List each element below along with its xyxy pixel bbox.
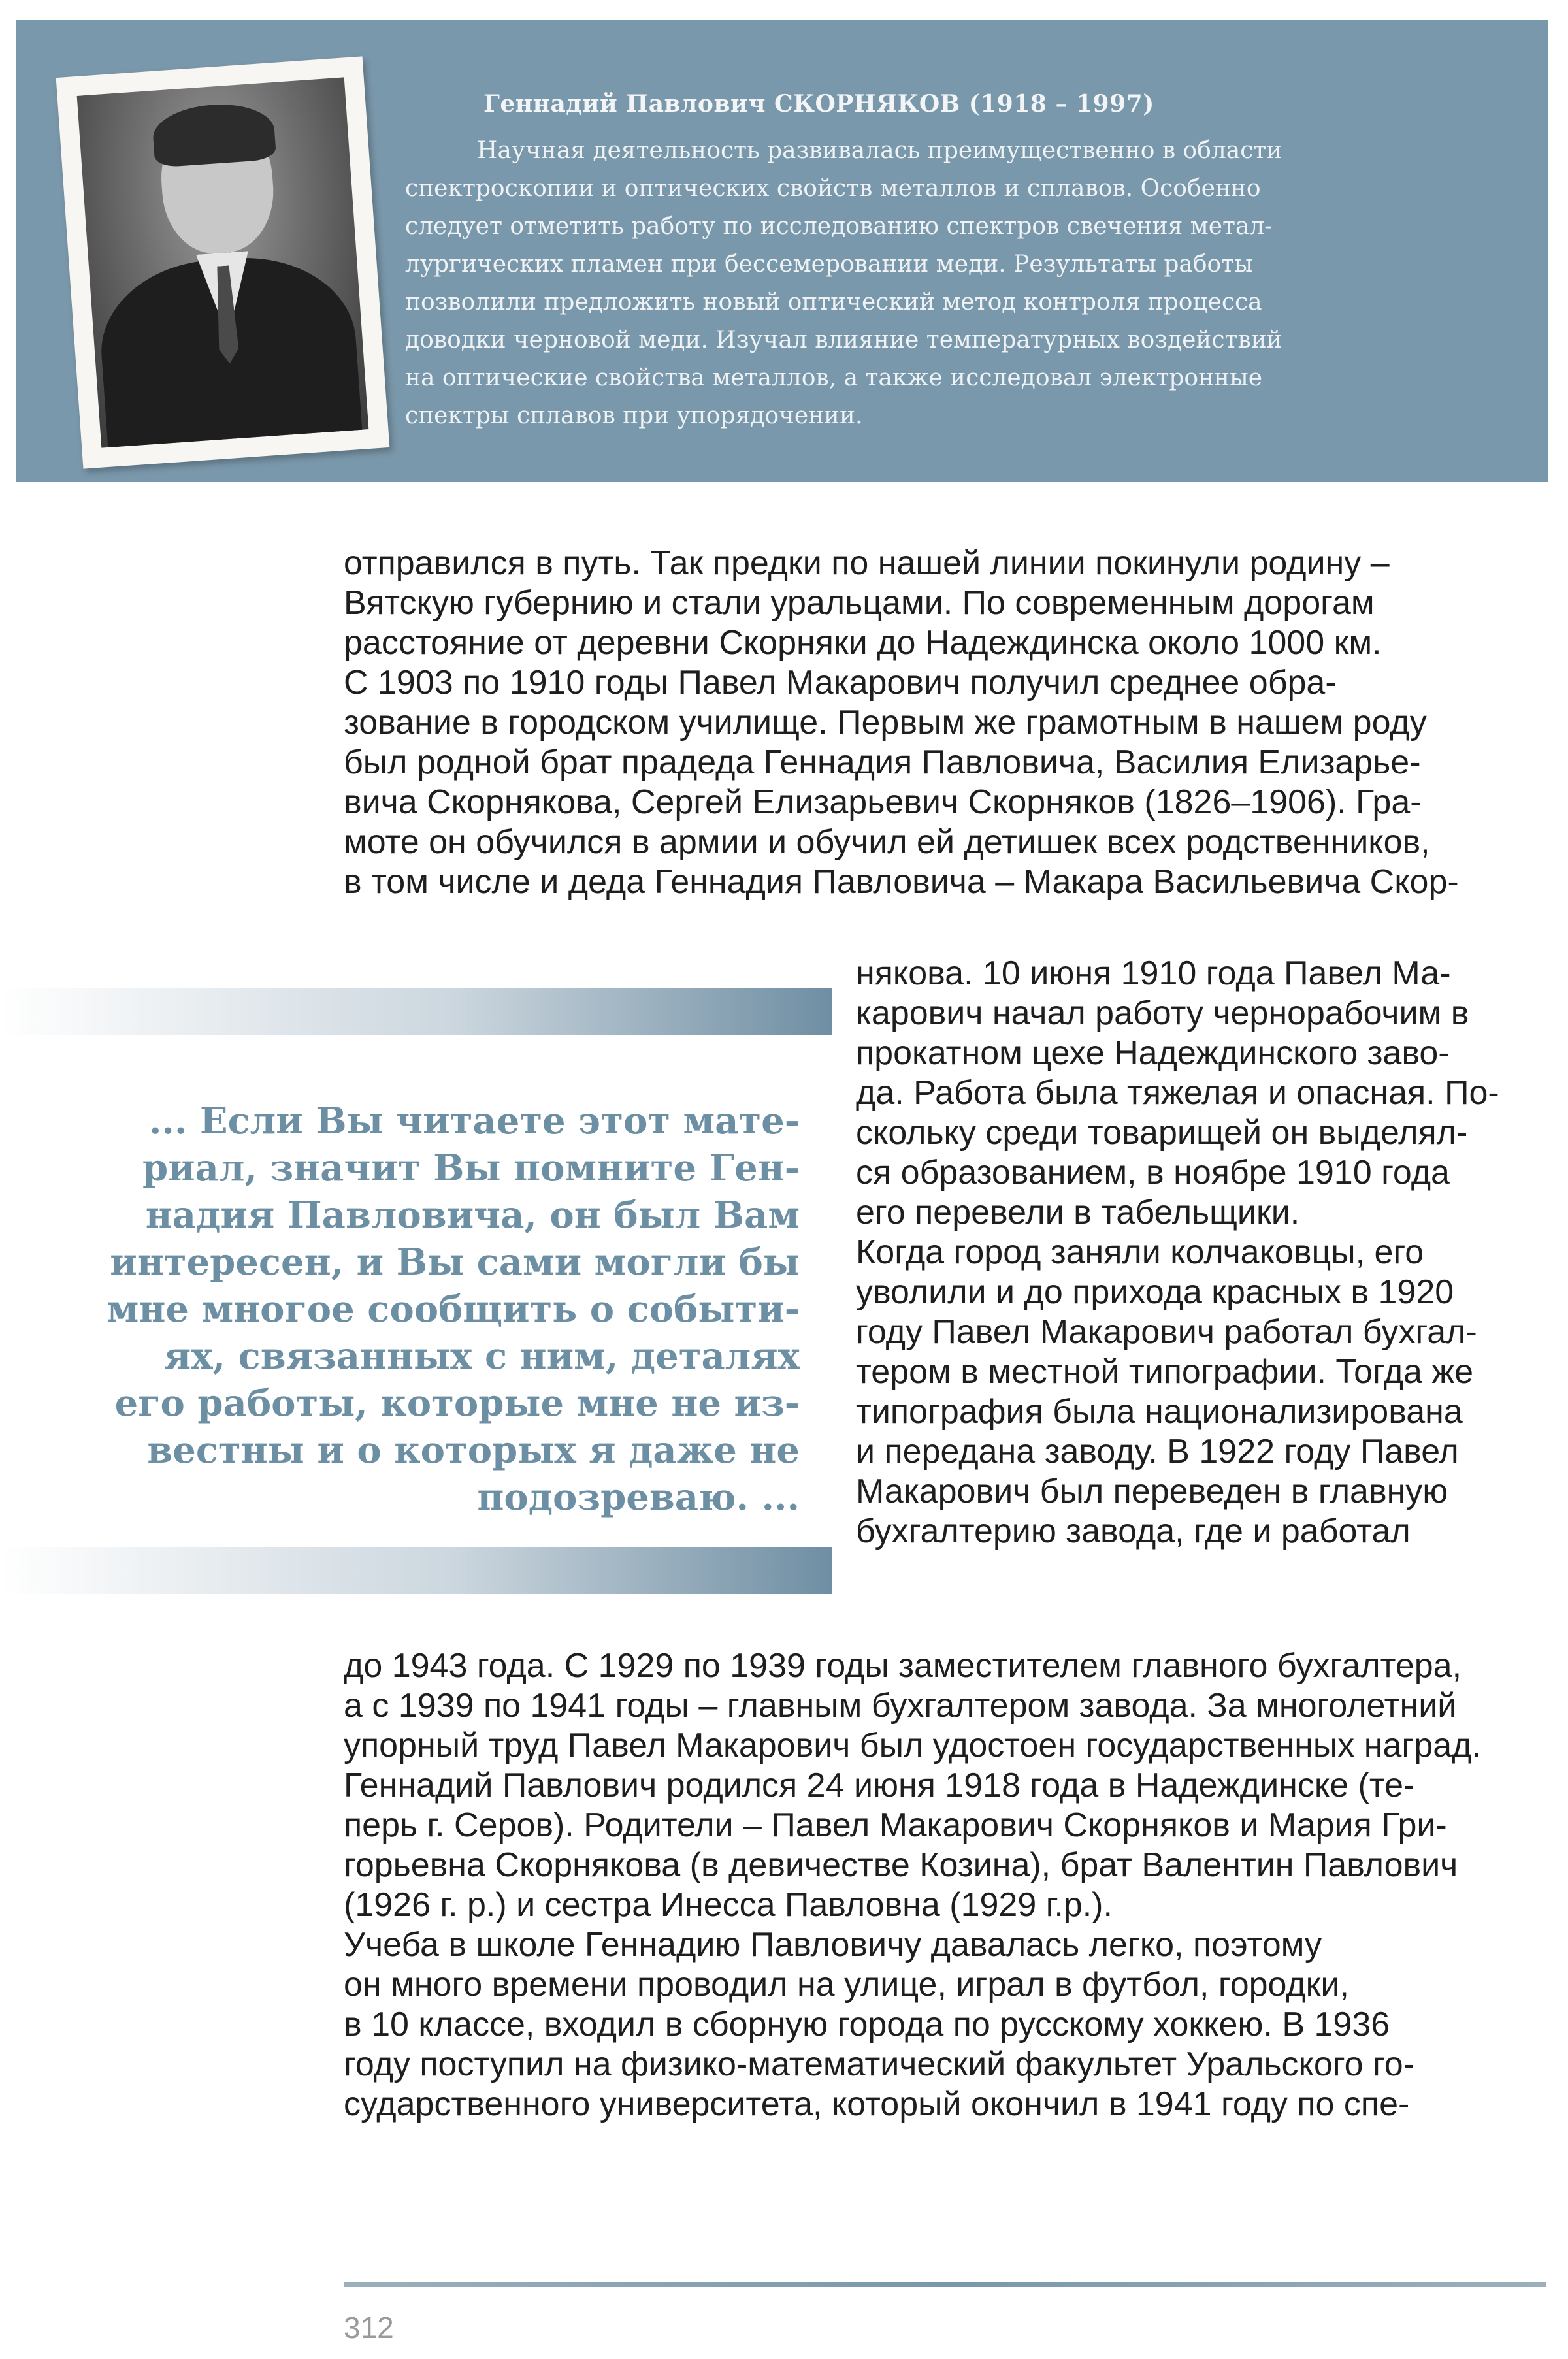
quote-line: надия Павловича, он был Вам xyxy=(145,1194,800,1237)
bio-title: Геннадий Павлович СКОРНЯКОВ (1918 – 1997) xyxy=(483,90,1154,118)
quote-line: ... Если Вы читаете этот мате- xyxy=(148,1099,800,1143)
body-line: уволили и до прихода красных в 1920 xyxy=(856,1273,1454,1311)
quote-bar-bottom xyxy=(0,1547,832,1594)
quote-line: интересен, и Вы сами могли бы xyxy=(110,1241,800,1284)
body-paragraph-top xyxy=(344,544,1459,902)
bio-line: спектры сплавов при упорядочении. xyxy=(405,402,863,429)
quote-line: мне многое сообщить о событи- xyxy=(106,1288,800,1331)
quote-bar-top xyxy=(0,988,832,1035)
body-line: упорный труд Павел Макарович был удостоен государственных наград. xyxy=(344,1727,1481,1765)
body-line: и передана заводу. В 1922 году Павел xyxy=(856,1433,1459,1471)
body-line: Макарович был переведен в главную xyxy=(856,1472,1448,1510)
body-line: горьевна Скорнякова (в девичестве Козина), брат Валентин Павлович xyxy=(344,1846,1458,1884)
quote-line: риал, значит Вы помните Ген- xyxy=(142,1147,800,1190)
bio-line: позволили предложить новый оптический метод контроля процесса xyxy=(405,289,1262,316)
body-line: зование в городском училище. Первым же грамотным в нашем роду xyxy=(344,704,1427,741)
bio-line: лургических пламен при бессемеровании меди. Результаты работы xyxy=(405,251,1253,278)
quote-line: ях, связанных с ним, деталях xyxy=(163,1335,800,1378)
body-paragraph-bottom xyxy=(344,1646,1481,2124)
body-line: С 1903 по 1910 годы Павел Макарович получил среднее обра- xyxy=(344,664,1337,702)
body-line: Учеба в школе Геннадию Павловичу давалась легко, поэтому xyxy=(344,1926,1322,1964)
body-line: перь г. Серов). Родители – Павел Макарович Скорняков и Мария Гри- xyxy=(344,1806,1447,1844)
body-line: году Павел Макарович работал бухгал- xyxy=(856,1313,1477,1351)
quote-line: подозреваю. ... xyxy=(477,1476,800,1519)
portrait-photo xyxy=(77,77,369,447)
quote-line: вестны и о которых я даже не xyxy=(147,1429,800,1472)
body-line: он много времени проводил на улице, играл в футбол, городки, xyxy=(344,1966,1349,2004)
body-line: някова. 10 июня 1910 года Павел Ма- xyxy=(856,954,1451,992)
body-line: до 1943 года. С 1929 по 1939 годы заместителем главного бухгалтера, xyxy=(344,1647,1462,1685)
bio-line: доводки черновой меди. Изучал влияние температурных воздействий xyxy=(405,327,1282,353)
body-line: карович начал работу чернорабочим в xyxy=(856,994,1469,1032)
bio-line: следует отметить работу по исследованию спектров свечения метал- xyxy=(405,213,1273,240)
body-line: году поступил на физико-математический факультет Уральского го- xyxy=(344,2045,1415,2083)
body-line: в 10 классе, входил в сборную города по русскому хоккею. В 1936 xyxy=(344,2006,1390,2043)
bio-line: спектроскопии и оптических свойств металлов и сплавов. Особенно xyxy=(405,175,1261,202)
body-line: тером в местной типографии. Тогда же xyxy=(856,1353,1474,1391)
body-line: отправился в путь. Так предки по нашей линии покинули родину – xyxy=(344,544,1390,582)
body-line: был родной брат прадеда Геннадия Павловича, Василия Елизарье- xyxy=(344,743,1421,781)
bio-banner xyxy=(16,20,1548,482)
body-line: моте он обучился в армии и обучил ей детишек всех родственников, xyxy=(344,823,1430,861)
body-line: расстояние от деревни Скорняки до Надеждинска около 1000 км. xyxy=(344,624,1382,662)
bio-line: Научная деятельность развивалась преимущественно в области xyxy=(477,137,1282,164)
quote-line: его работы, которые мне не из- xyxy=(114,1382,800,1425)
pull-quote xyxy=(59,1098,800,1521)
page-number: 312 xyxy=(344,2311,394,2345)
body-line: вича Скорнякова, Сергей Елизарьевич Скорняков (1826–1906). Гра- xyxy=(344,783,1422,821)
portrait-photo-frame xyxy=(56,56,390,468)
body-line: типография была национализирована xyxy=(856,1393,1463,1431)
body-line: сударственного университета, который окончил в 1941 году по спе- xyxy=(344,2085,1410,2123)
bio-line: на оптические свойства металлов, а также исследовал электронные xyxy=(405,365,1263,391)
body-line: (1926 г. р.) и сестра Инесса Павловна (1929 г.р.). xyxy=(344,1886,1113,1924)
body-line: в том числе и деда Геннадия Павловича – Макара Васильевича Скор- xyxy=(344,863,1459,901)
body-line: да. Работа была тяжелая и опасная. По- xyxy=(856,1074,1499,1112)
body-line: скольку среди товарищей он выделял- xyxy=(856,1114,1468,1152)
body-line: прокатном цехе Надеждинского заво- xyxy=(856,1034,1450,1072)
body-line: ся образованием, в ноябре 1910 года xyxy=(856,1154,1450,1192)
footer-divider xyxy=(344,2282,1546,2287)
photo-hair xyxy=(151,101,276,168)
body-line: Вятскую губернию и стали уральцами. По современным дорогам xyxy=(344,584,1375,622)
body-line: бухгалтерию завода, где и работал xyxy=(856,1512,1411,1550)
body-line: Геннадий Павлович родился 24 июня 1918 года в Надеждинске (те- xyxy=(344,1766,1415,1804)
body-line: Когда город заняли колчаковцы, его xyxy=(856,1233,1424,1271)
bio-text xyxy=(405,132,1424,435)
body-line: а с 1939 по 1941 годы – главным бухгалтером завода. За многолетний xyxy=(344,1687,1457,1725)
body-line: его перевели в табельщики. xyxy=(856,1194,1300,1231)
body-paragraph-right xyxy=(856,954,1499,1552)
